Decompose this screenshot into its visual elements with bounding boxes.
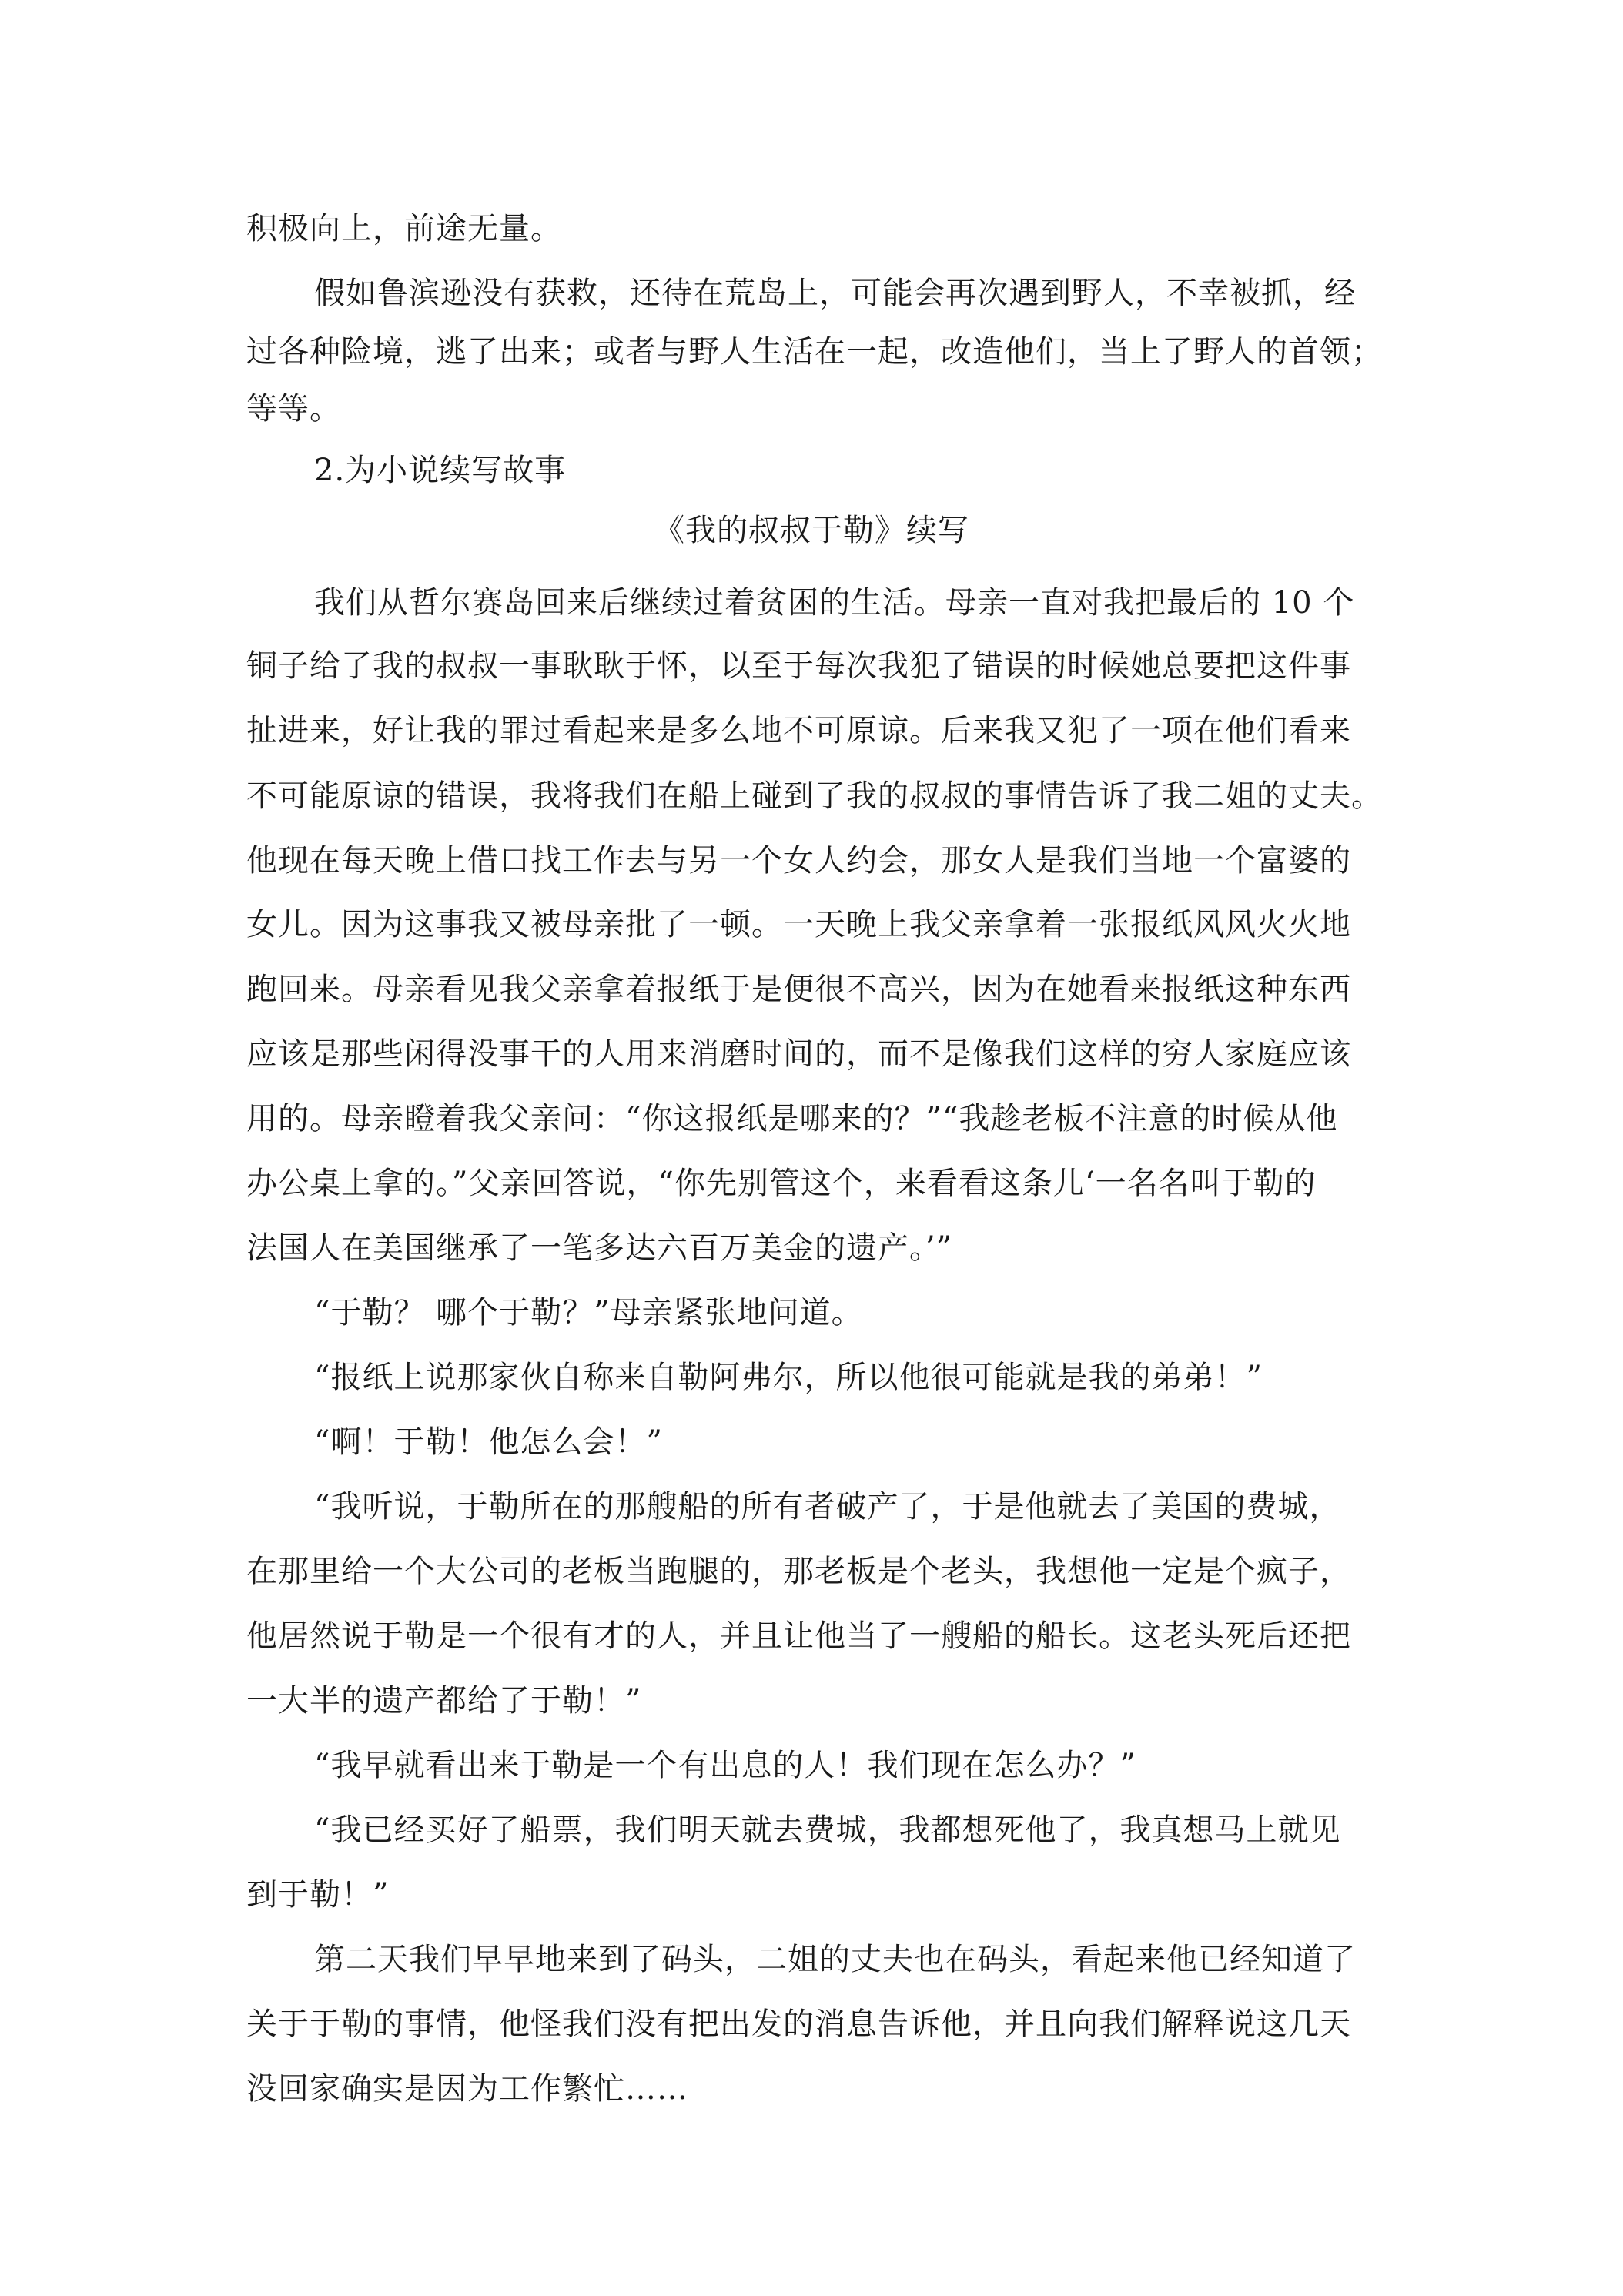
text-line: 关于于勒的事情，他怪我们没有把出发的消息告诉他，并且向我们解释说这几天 <box>246 2006 1351 2042</box>
text-line: 应该是那些闲得没事干的人用来消磨时间的，而不是像我们这样的穷人家庭应该 <box>246 1036 1351 1072</box>
text-line: 跑回来。母亲看见我父亲拿着报纸于是便很不高兴，因为在她看来报纸这种东西 <box>246 972 1351 1007</box>
text-line: 等等。 <box>246 391 341 427</box>
paragraph-line: “于勒？ 哪个于勒？”母亲紧张地问道。 <box>314 1295 863 1330</box>
text-line: 在那里给一个大公司的老板当跑腿的，那老板是个老头，我想他一定是个疯子， <box>246 1554 1351 1589</box>
text-line: 他现在每天晚上借口找工作去与另一个女人约会，那女人是我们当地一个富婆的 <box>246 843 1351 879</box>
story-title: 《我的叔叔于勒》续写 <box>654 513 969 548</box>
text-line: 积极向上，前途无量。 <box>246 211 562 246</box>
paragraph-line: “我听说，于勒所在的那艘船的所有者破产了，于是他就去了美国的费城， <box>314 1489 1341 1525</box>
text-line: 过各种险境，逃了出来；或者与野人生活在一起，改造他们，当上了野人的首领； <box>246 334 1383 370</box>
paragraph-line: “报纸上说那家伙自称来自勒阿弗尔，所以他很可能就是我的弟弟！” <box>314 1360 1263 1395</box>
paragraph-line: “我早就看出来于勒是一个有出息的人！我们现在怎么办？” <box>314 1748 1136 1783</box>
text-line: 法国人在美国继承了一笔多达六百万美金的遗产。’” <box>246 1230 953 1266</box>
paragraph-line: 我们从哲尔赛岛回来后继续过着贫困的生活。母亲一直对我把最后的 10 个 <box>314 585 1355 621</box>
paragraph-line: “啊！于勒！他怎么会！” <box>314 1424 663 1460</box>
text-line: 铜子给了我的叔叔一事耿耿于怀，以至于每次我犯了错误的时候她总要把这件事 <box>246 648 1351 684</box>
text-line: 扯进来，好让我的罪过看起来是多么地不可原谅。后来我又犯了一项在他们看来 <box>246 713 1351 748</box>
text-line: 用的。母亲瞪着我父亲问：“你这报纸是哪来的？”“我趁老板不注意的时候从他 <box>246 1101 1338 1136</box>
text-line: 女儿。因为这事我又被母亲批了一顿。一天晚上我父亲拿着一张报纸风风火火地 <box>246 907 1351 942</box>
text-line: 没回家确实是因为工作繁忙…… <box>246 2071 688 2107</box>
paragraph-line: 第二天我们早早地来到了码头，二姐的丈夫也在码头，看起来他已经知道了 <box>314 1942 1356 1977</box>
section-heading: 2.为小说续写故事 <box>314 453 567 488</box>
text-line: 到于勒！” <box>246 1877 390 1913</box>
text-line: 办公桌上拿的。”父亲回答说，“你先别管这个，来看看这条儿‘一名名叫于勒的 <box>246 1166 1317 1201</box>
text-line: 不可能原谅的错误，我将我们在船上碰到了我的叔叔的事情告诉了我二姐的丈夫。 <box>246 778 1383 814</box>
text-line: 一大半的遗产都给了于勒！” <box>246 1683 642 1719</box>
paragraph-line: 假如鲁滨逊没有获救，还待在荒岛上，可能会再次遇到野人，不幸被抓，经 <box>314 276 1356 311</box>
paragraph-line: “我已经买好了船票，我们明天就去费城，我都想死他了，我真想马上就见 <box>314 1812 1341 1848</box>
text-line: 他居然说于勒是一个很有才的人，并且让他当了一艘船的船长。这老头死后还把 <box>246 1618 1351 1654</box>
